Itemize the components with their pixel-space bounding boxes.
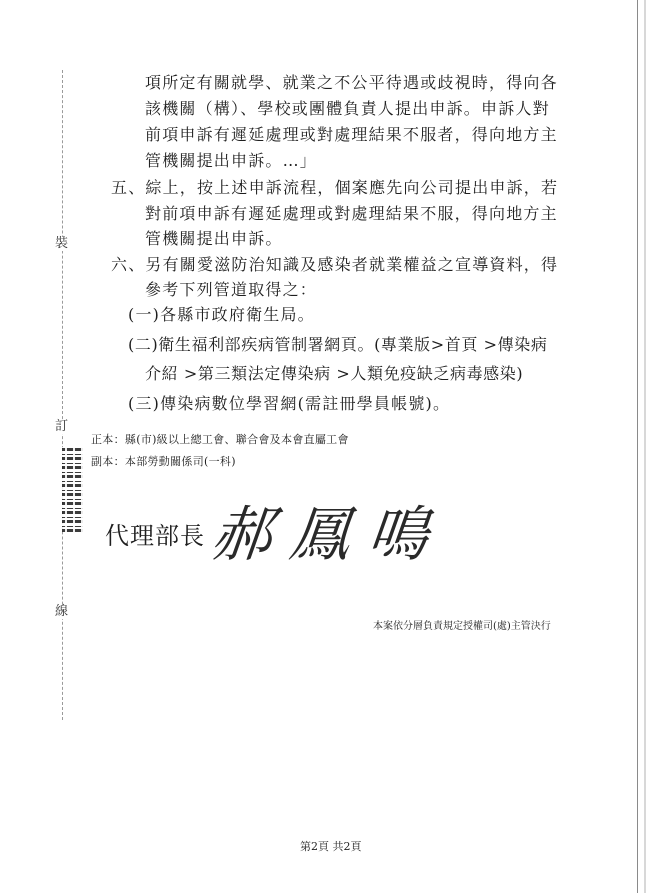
item-5-number: 五、 <box>111 178 146 197</box>
item-5-line-2: 對前項申訴有遲延處理或對處理結果不服，得向地方主 <box>145 204 558 223</box>
quote-line-4: 管機關提出申訴。…」 <box>145 151 318 170</box>
binding-mark-ding: 訂 <box>55 419 69 434</box>
item-6-sub-1: (一)各縣市政府衛生局。 <box>128 305 315 324</box>
page-edge-shadow <box>644 0 646 893</box>
quote-line-1: 項所定有關就學、就業之不公平待遇或歧視時，得向各 <box>145 73 558 92</box>
binding-mark-xian: 線 <box>55 604 69 619</box>
page-number: 第2頁 共2頁 <box>300 840 362 853</box>
item-6-sub-3: (三)傳染病數位學習網(需註冊學員帳號)。 <box>128 394 451 413</box>
authorization-note: 本案依分層負責規定授權司(處)主管決行 <box>373 621 551 632</box>
cc-copy-recipient: 副本：本部勞動關係司(一科) <box>91 455 236 468</box>
item-6-line-2: 參考下列管道取得之： <box>145 280 318 299</box>
item-5-text-1: 綜上，按上述申訴流程，個案應先向公司提出申訴，若 <box>145 178 559 197</box>
quote-line-2: 該機關（構）、學校或團體負責人提出申訴。申訴人對 <box>145 99 550 118</box>
page-edge-line <box>637 0 638 893</box>
document-barcode <box>62 447 83 532</box>
signature-title: 代理部長 <box>105 522 205 550</box>
binding-line <box>62 70 63 720</box>
binding-mark-zhuang: 裝 <box>55 236 69 251</box>
item-5-line-3: 管機關提出申訴。 <box>145 229 283 248</box>
item-6-sub-2-cont: 介紹 >第三類法定傳染病 >人類免疫缺乏病毒感染) <box>145 364 524 383</box>
cc-main-recipient: 正本：縣(市)級以上總工會、聯合會及本會直屬工會 <box>91 433 349 446</box>
item-6-text-1: 另有關愛滋防治知識及感染者就業權益之宣導資料，得 <box>145 255 559 274</box>
quote-line-3: 前項申訴有遲延處理或對處理結果不服者，得向地方主 <box>145 125 558 144</box>
item-6-line-1 <box>111 255 558 275</box>
item-6-number: 六、 <box>111 255 146 274</box>
item-5-line-1 <box>111 178 558 198</box>
item-6-sub-2: (二)衛生福利部疾病管制署網頁。(專業版>首頁 >傳染病 <box>128 335 548 354</box>
signature-name: 郝鳳鳴 <box>208 500 450 570</box>
